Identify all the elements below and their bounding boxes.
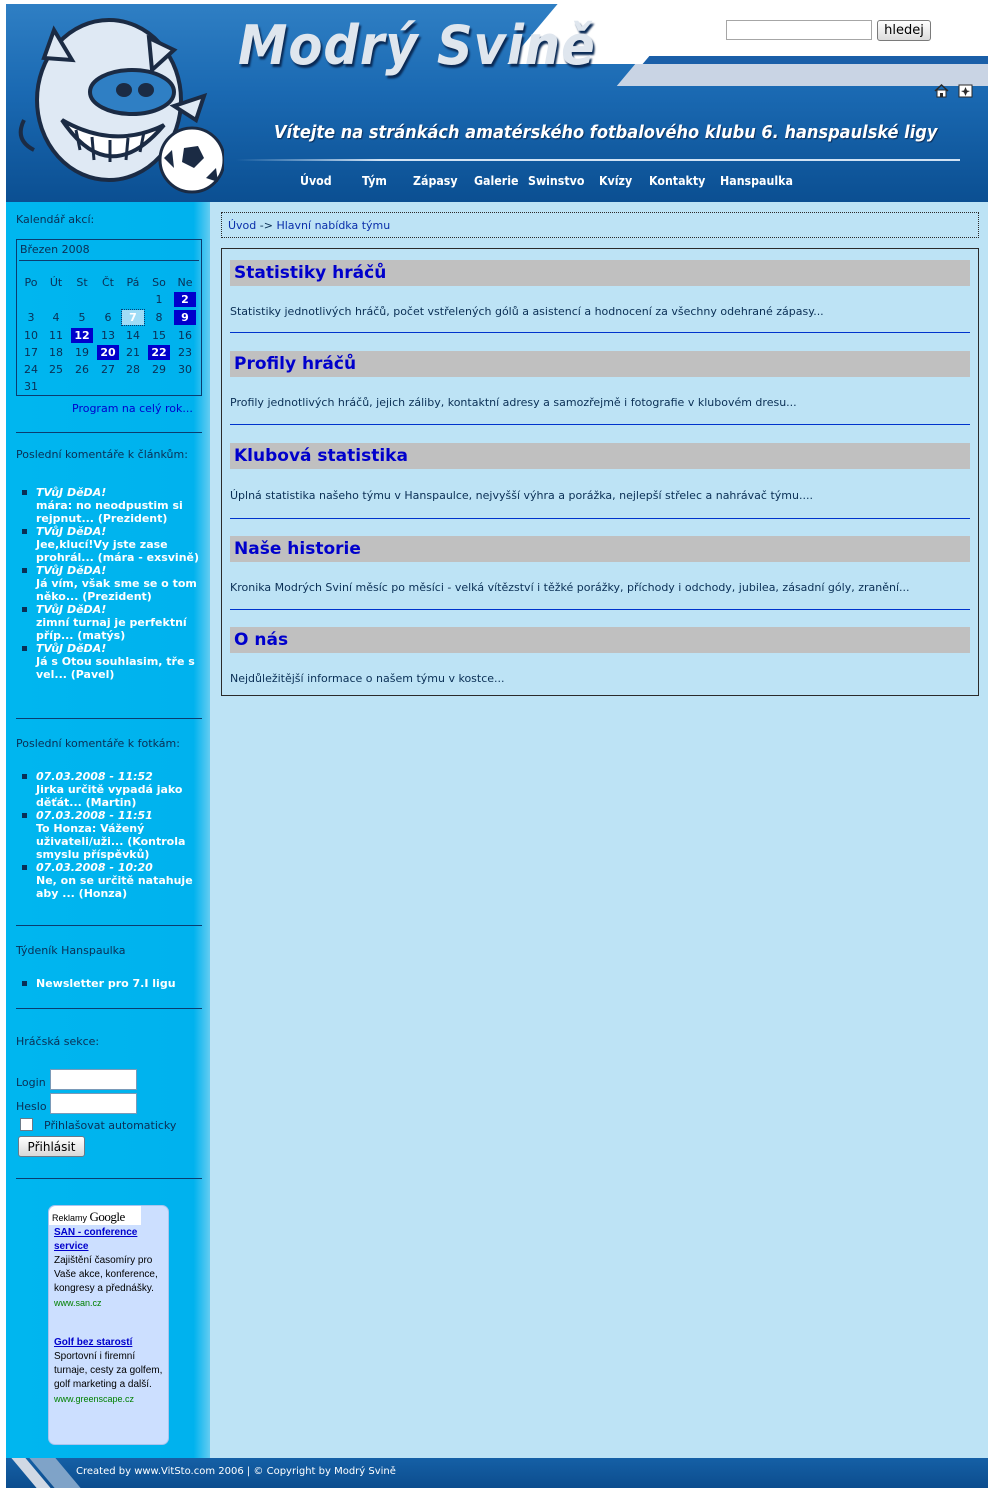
calendar-weekday: Čt xyxy=(102,276,114,289)
calendar-day: 6 xyxy=(104,311,112,324)
calendar-event-day[interactable]: 22 xyxy=(148,345,170,360)
login-label: Login xyxy=(16,1076,46,1089)
comment-article: TVůJ DěDA! xyxy=(36,486,107,499)
header-stripe xyxy=(617,64,988,86)
section-description: Úplná statistika našeho týmu v Hanspaulce, nejvyšší výhra a porážka, nejlepší střelec a nahrávač týmu.... xyxy=(230,489,813,502)
calendar-event-day[interactable]: 2 xyxy=(174,292,196,307)
bookmark-icon[interactable] xyxy=(958,84,973,98)
section-description: Nejdůležitější informace o našem týmu v kostce... xyxy=(230,672,505,685)
password-input[interactable] xyxy=(50,1093,137,1114)
auto-login-label: Přihlašovat automaticky xyxy=(44,1119,177,1132)
ad-item xyxy=(54,1336,166,1406)
nav-swinstvo[interactable]: Swinstvo xyxy=(528,174,585,188)
section-title-link[interactable]: Naše historie xyxy=(230,536,970,562)
footer-copyright: Created by www.VitSto.com 2006 | © Copyright by Modrý Svině xyxy=(76,1466,396,1477)
breadcrumb-home-link[interactable]: Úvod xyxy=(228,219,257,232)
site-title: Modrý Svině xyxy=(238,14,596,77)
calendar-day: 25 xyxy=(49,363,63,376)
sidebar-divider xyxy=(16,1178,202,1179)
calendar-month: Březen 2008 xyxy=(20,243,90,256)
nav-kontakty[interactable]: Kontakty xyxy=(649,174,706,188)
comment-excerpt: Já s Otou souhlasim, tře s vel... (Pavel) xyxy=(36,655,195,681)
calendar-weekday: Út xyxy=(49,276,63,289)
team-menu-box xyxy=(221,248,979,696)
nav-zapasy[interactable]: Zápasy xyxy=(413,174,458,188)
photo-comment-item[interactable] xyxy=(22,809,204,861)
sidebar-divider xyxy=(16,1008,202,1009)
photo-comments-title: Poslední komentáře k fotkám: xyxy=(16,737,180,750)
calendar-full-year-link[interactable]: Program na celý rok... xyxy=(72,402,193,415)
calendar-title: Kalendář akcí: xyxy=(16,213,95,226)
nav-galerie[interactable]: Galerie xyxy=(474,174,519,188)
calendar-weekday: Ne xyxy=(177,276,193,289)
password-label: Heslo xyxy=(16,1100,47,1113)
calendar-day: 5 xyxy=(78,311,86,324)
ad-description: Sportovní i firemní turnaje, cesty za golfem, golf marketing a další. xyxy=(54,1351,163,1390)
auto-login-checkbox[interactable] xyxy=(20,1118,33,1131)
calendar-event-day[interactable]: 20 xyxy=(97,345,119,360)
section-title-link[interactable]: Statistiky hráčů xyxy=(230,260,970,286)
comment-article: TVůJ DěDA! xyxy=(36,564,107,577)
nav-uvod[interactable]: Úvod xyxy=(300,174,332,188)
nav-hanspaulka[interactable]: Hanspaulka xyxy=(720,174,793,188)
comment-date: 07.03.2008 - 11:52 xyxy=(36,770,153,783)
calendar-weekday: Po xyxy=(24,276,38,289)
section-divider xyxy=(230,609,970,610)
ad-description: Zajištění časomíry pro Vaše akce, konference, kongresy a přednášky. xyxy=(54,1255,158,1294)
welcome-banner: Vítejte na stránkách amatérského fotbalového klubu 6. hanspaulské ligy xyxy=(274,122,938,143)
nav-kvizy[interactable]: Kvízy xyxy=(599,174,633,188)
calendar-day: 28 xyxy=(126,363,140,376)
calendar-day: 15 xyxy=(152,329,166,342)
nav-tym[interactable]: Tým xyxy=(362,174,387,188)
calendar-day: 8 xyxy=(155,311,163,324)
calendar-day: 16 xyxy=(178,329,192,342)
comment-excerpt: zimní turnaj je perfektní příp... (matýs) xyxy=(36,616,187,642)
ad-url[interactable]: www.san.cz xyxy=(54,1298,102,1308)
ads-brand xyxy=(49,1206,141,1225)
calendar-day: 27 xyxy=(101,363,115,376)
google-logo: Google xyxy=(89,1209,125,1224)
calendar-weekday: St xyxy=(76,276,88,289)
calendar-day: 29 xyxy=(152,363,166,376)
weekly-title: Týdeník Hanspaulka xyxy=(16,944,126,957)
section-divider xyxy=(230,518,970,519)
weekly-list xyxy=(22,977,204,990)
section-description: Statistiky jednotlivých hráčů, počet vstřelených gólů a asistencí a hodnocení za všechny odehrané zápasy... xyxy=(230,305,824,318)
calendar-divider xyxy=(19,260,199,261)
calendar-day: 13 xyxy=(101,329,115,342)
header-stripe xyxy=(643,56,988,64)
section-title-link[interactable]: Klubová statistika xyxy=(230,443,970,469)
calendar-day: 30 xyxy=(178,363,192,376)
sidebar-divider xyxy=(16,432,202,433)
comment-article: TVůJ DěDA! xyxy=(36,525,107,538)
comment-excerpt: To Honza: Vážený uživateli/uži... (Kontrola smyslu příspěvků) xyxy=(36,822,186,861)
calendar-weekday: Pá xyxy=(126,276,140,289)
newsletter-link[interactable] xyxy=(22,977,204,990)
sidebar-divider xyxy=(16,718,202,719)
login-button[interactable]: Přihlásit xyxy=(18,1136,85,1157)
ad-item xyxy=(54,1226,166,1310)
calendar-day: 18 xyxy=(49,346,63,359)
article-comments-title: Poslední komentáře k článkům: xyxy=(16,448,188,461)
comment-excerpt: Ne, on se určitě natahuje aby ... (Honza) xyxy=(36,874,193,900)
calendar-day: 10 xyxy=(24,329,38,342)
calendar-event-day[interactable]: 12 xyxy=(71,328,93,343)
main-content xyxy=(210,202,988,1458)
calendar-day: 19 xyxy=(75,346,89,359)
comment-excerpt: Jirka určitě vypadá jako děťát... (Martin) xyxy=(36,783,183,809)
comment-date: 07.03.2008 - 10:20 xyxy=(36,861,153,874)
page-frame xyxy=(6,4,988,1488)
article-comments-list xyxy=(22,486,204,681)
home-icon[interactable] xyxy=(934,84,949,98)
player-section-title: Hráčská sekce: xyxy=(16,1035,100,1048)
ad-title[interactable]: SAN - conference service xyxy=(54,1227,138,1252)
calendar-day: 14 xyxy=(126,329,140,342)
google-ads-box xyxy=(48,1205,169,1445)
comment-excerpt: Já vím, však sme se o tom něko... (Prezident) xyxy=(36,577,197,603)
calendar-day: 17 xyxy=(24,346,38,359)
comment-item[interactable] xyxy=(22,603,204,642)
login-input[interactable] xyxy=(50,1069,137,1090)
search-button[interactable]: hledej xyxy=(877,20,931,41)
header-banner xyxy=(6,4,988,202)
comment-date: 07.03.2008 - 11:51 xyxy=(36,809,153,822)
comment-excerpt: mára: no neodpustim si rejpnut... (Prezident) xyxy=(36,499,183,525)
calendar-day: 3 xyxy=(27,311,35,324)
section-divider xyxy=(230,332,970,333)
breadcrumb-current-link[interactable]: Hlavní nabídka týmu xyxy=(276,219,391,232)
sidebar xyxy=(6,202,210,1458)
calendar-day: 21 xyxy=(126,346,140,359)
calendar-day: 11 xyxy=(49,329,63,342)
search-input[interactable] xyxy=(726,20,872,40)
section-description: Profily jednotlivých hráčů, jejich záliby, kontaktní adresy a samozřejmě i fotografie v klubovém dresu... xyxy=(230,396,797,409)
calendar-event-day[interactable]: 9 xyxy=(174,310,196,325)
calendar-day: 23 xyxy=(178,346,192,359)
calendar-day: 1 xyxy=(155,293,163,306)
comment-article: TVůJ DěDA! xyxy=(36,642,107,655)
photo-comment-item[interactable] xyxy=(22,770,204,809)
calendar-day: 26 xyxy=(75,363,89,376)
calendar-day: 24 xyxy=(24,363,38,376)
breadcrumb-separator: -> xyxy=(259,219,273,232)
comment-article: TVůJ DěDA! xyxy=(36,603,107,616)
ad-title[interactable]: Golf bez starostí xyxy=(54,1337,133,1348)
calendar-weekday: So xyxy=(152,276,166,289)
event-calendar xyxy=(16,239,202,396)
comment-excerpt: Jee,klucí!Vy jste zase prohrál... (mára - exsvině) xyxy=(36,538,200,564)
comment-item[interactable] xyxy=(22,642,204,681)
section-description: Kronika Modrých Sviní měsíc po měsíci - velká vítězství i těžké porážky, příchody i odchody, jubilea, zásadní góly, zranění... xyxy=(230,581,910,594)
breadcrumb xyxy=(221,212,979,238)
comment-item[interactable] xyxy=(22,525,204,564)
section-divider xyxy=(230,424,970,425)
ad-url[interactable]: www.greenscape.cz xyxy=(54,1394,135,1404)
sidebar-divider xyxy=(16,925,202,926)
section-title-link[interactable]: Profily hráčů xyxy=(230,351,970,377)
footer xyxy=(6,1458,988,1488)
comment-item[interactable] xyxy=(22,564,204,603)
calendar-day: 31 xyxy=(24,380,38,393)
calendar-day: 7 xyxy=(122,310,144,325)
section-title-link[interactable]: O nás xyxy=(230,627,970,653)
photo-comments-list xyxy=(22,770,204,900)
comment-item[interactable] xyxy=(22,486,204,525)
pig-mascot-logo[interactable] xyxy=(14,10,224,200)
header-rule xyxy=(236,159,960,161)
ads-prefix: Reklamy xyxy=(52,1213,88,1223)
calendar-day: 4 xyxy=(52,311,60,324)
newsletter-label: Newsletter pro 7.I ligu xyxy=(36,977,176,990)
photo-comment-item[interactable] xyxy=(22,861,204,900)
